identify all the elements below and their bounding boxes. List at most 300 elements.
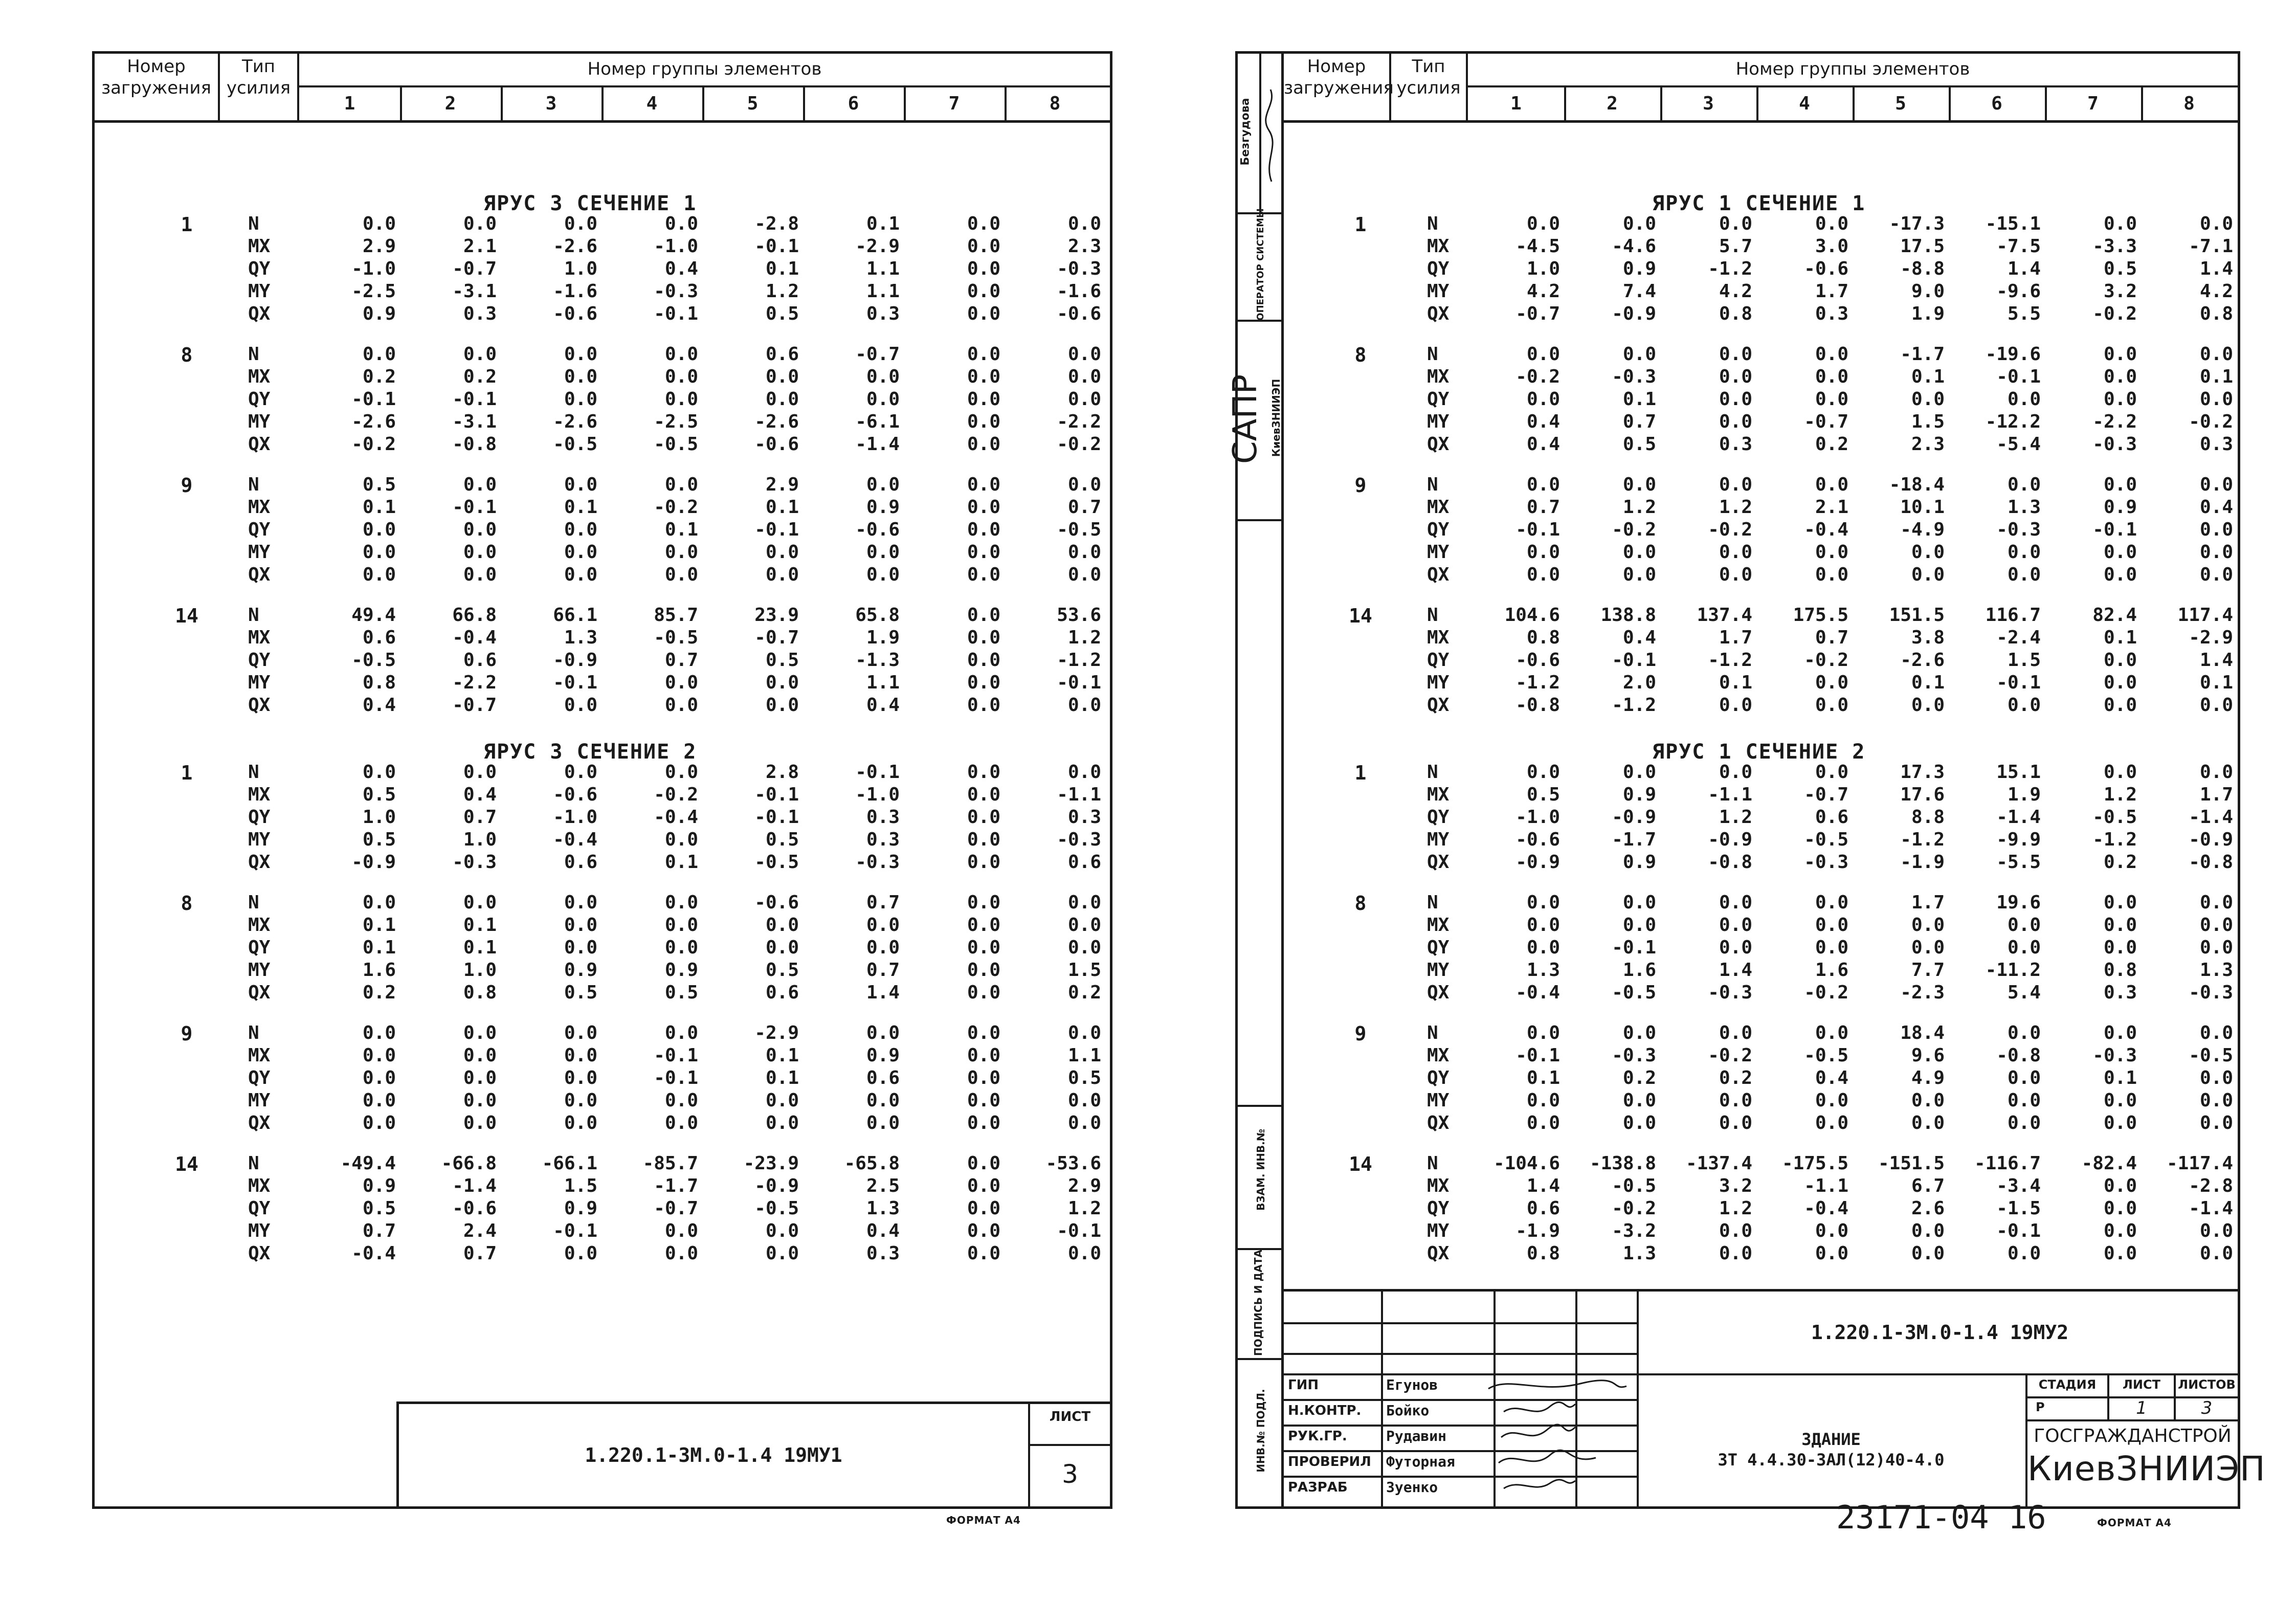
force-value: 0.5 [765,960,799,981]
force-value: 8.8 [1911,807,1945,828]
force-value: 0.0 [564,564,597,585]
force-value: 1.4 [2199,650,2233,671]
force-value: 0.0 [362,1067,396,1088]
force-value: 1.9 [2007,784,2041,805]
force-value: 2.5 [866,1175,900,1196]
force-value: 0.8 [463,982,497,1003]
force-value: 0.0 [1719,762,1752,783]
force-value: 0.0 [1719,937,1752,958]
force-value: 0.0 [1067,1243,1101,1264]
force-row [95,1067,1110,1090]
force-value: 0.5 [1622,434,1656,455]
force-value: 138.8 [1600,605,1656,626]
group-number-header: 1 [1468,87,1566,120]
force-value: 0.0 [967,303,1000,324]
force-value: 0.0 [1815,937,1848,958]
force-type: QX [248,1112,271,1133]
force-value: 0.0 [664,915,698,936]
force-value: 0.0 [1911,1243,1945,1264]
force-value: 0.0 [2103,1175,2137,1196]
sheet-label: ЛИСТ [2122,1377,2160,1392]
force-value: 0.7 [866,960,900,981]
force-value: 0.0 [463,213,497,234]
force-row [1284,1045,2238,1067]
load-number: 14 [1349,605,1372,627]
force-type: MY [1427,1220,1450,1241]
force-value: -1.0 [1515,807,1560,828]
force-row [1284,389,2238,411]
force-value: 0.9 [362,1175,396,1196]
force-value: 0.0 [2199,1112,2233,1133]
force-value: 1.5 [1911,411,1945,432]
force-value: -7.1 [2189,236,2233,257]
force-value: 0.2 [1815,434,1848,455]
force-value: 0.0 [1911,389,1945,410]
force-value: -0.3 [1612,1045,1656,1066]
force-value: 0.1 [2199,366,2233,387]
force-value: -0.4 [654,807,698,828]
force-value: 0.0 [967,892,1000,913]
force-value: 0.0 [2103,1198,2137,1219]
force-row [1284,1090,2238,1112]
force-value: -0.6 [1804,258,1848,279]
force-value: 1.0 [1526,258,1560,279]
force-value: -0.1 [553,1220,597,1241]
force-value: 49.4 [351,605,396,626]
force-value: -0.7 [1804,784,1848,805]
force-value: 0.3 [2199,434,2233,455]
force-row [95,784,1110,807]
force-value: 0.8 [362,672,396,693]
force-value: -0.2 [1804,982,1848,1003]
force-value: -0.4 [1804,519,1848,540]
force-value: -0.6 [452,1198,497,1219]
force-value: -2.9 [2189,627,2233,648]
force-value: 0.0 [564,1022,597,1043]
force-value: -1.2 [1057,650,1101,671]
force-value: 0.0 [1815,1022,1848,1043]
force-type: N [248,1022,259,1043]
force-value: 0.1 [362,937,396,958]
force-value: 0.0 [664,1220,698,1241]
force-value: 1.5 [2007,650,2041,671]
force-value: -1.0 [351,258,396,279]
force-value: 0.0 [1911,695,1945,716]
force-type: MX [248,784,271,805]
force-row [95,1175,1110,1198]
force-value: 0.2 [463,366,497,387]
force-value: 0.0 [765,564,799,585]
force-row [1284,915,2238,937]
force-value: 0.0 [2007,474,2041,495]
force-value: 0.0 [1815,366,1848,387]
force-value: 117.4 [2177,605,2233,626]
force-row [1284,434,2238,456]
force-value: 0.0 [2199,1022,2233,1043]
force-value: 0.0 [1815,1220,1848,1241]
force-value: -0.5 [754,1198,799,1219]
force-type: QY [1427,1067,1450,1088]
force-value: 17.3 [1900,762,1945,783]
section-title: ЯРУС 3 СЕЧЕНИЕ 2 [483,740,697,764]
force-value: -1.5 [1996,1198,2041,1219]
force-row [1284,213,2238,236]
force-value: 0.0 [967,281,1000,302]
force-value: 0.0 [1526,1112,1560,1133]
col-type-header: Тип усилия [1391,54,1468,120]
force-value: -0.3 [654,281,698,302]
load-number: 8 [181,344,193,366]
force-value: 0.0 [2199,937,2233,958]
group-number-header: 8 [2183,93,2195,114]
force-value: -2.6 [1900,650,1945,671]
force-value: -0.5 [654,627,698,648]
force-row [95,695,1110,717]
force-value: -17.3 [1889,213,1945,234]
force-value: -175.5 [1781,1153,1848,1174]
force-value: -0.7 [654,1198,698,1219]
force-value: -0.9 [1515,852,1560,873]
force-row [95,960,1110,982]
force-row [95,411,1110,434]
force-value: 0.0 [2007,389,2041,410]
force-value: 0.0 [362,1022,396,1043]
force-value: -0.7 [452,258,497,279]
force-value: -2.9 [855,236,900,257]
group-number-header: 3 [501,87,604,120]
force-value: 0.0 [967,1067,1000,1088]
force-row [95,892,1110,915]
force-value: 9.0 [1911,281,1945,302]
force-row [95,627,1110,650]
force-value: 0.0 [2007,915,2041,936]
force-value: 9.6 [1911,1045,1945,1066]
force-row [95,605,1110,627]
force-value: 0.3 [866,303,900,324]
force-value: 18.4 [1900,1022,1945,1043]
force-type: N [1427,762,1438,783]
force-value: -1.6 [1057,281,1101,302]
force-value: 0.0 [1067,213,1101,234]
force-value: 0.0 [967,784,1000,805]
force-value: 0.7 [664,650,698,671]
force-value: 1.2 [1719,497,1752,518]
force-value: 2.9 [362,236,396,257]
force-value: -5.5 [1996,852,2041,873]
force-type: QY [1427,937,1450,958]
left-format-label: ФОРМАТ А4 [946,1514,1021,1526]
force-value: 0.0 [2103,542,2137,563]
force-value: -1.2 [2092,829,2137,850]
force-value: -82.4 [2081,1153,2137,1174]
force-value: 0.3 [866,807,900,828]
load-number: 14 [175,1153,198,1175]
force-value: 0.9 [1622,258,1656,279]
force-value: 1.4 [1719,960,1752,981]
force-value: -1.0 [553,807,597,828]
force-value: 0.0 [967,213,1000,234]
force-value: 0.3 [1067,807,1101,828]
force-value: -53.6 [1045,1153,1101,1174]
force-value: -0.3 [1804,852,1848,873]
force-value: 0.0 [2199,344,2233,365]
force-value: -1.2 [1515,672,1560,693]
force-value: -0.7 [452,695,497,716]
force-value: -1.3 [855,650,900,671]
force-value: 0.0 [967,1045,1000,1066]
force-row [95,281,1110,303]
force-type: QX [248,982,271,1003]
force-row [1284,784,2238,807]
force-value: 0.0 [1622,1022,1656,1043]
force-value: 1.0 [564,258,597,279]
force-type: QY [248,1198,271,1219]
force-value: -3.1 [452,281,497,302]
force-value: 0.0 [967,695,1000,716]
force-value: 0.6 [463,650,497,671]
force-value: 4.2 [2199,281,2233,302]
force-value: 2.3 [1911,434,1945,455]
force-value: 0.0 [967,411,1000,432]
force-value: 1.3 [2199,960,2233,981]
force-value: -0.1 [855,762,900,783]
force-value: 0.0 [1911,1090,1945,1111]
force-value: 2.6 [1911,1198,1945,1219]
force-value: -1.9 [1515,1220,1560,1241]
force-value: 3.2 [2103,281,2137,302]
force-type: MX [1427,915,1450,936]
force-type: MY [1427,960,1450,981]
force-value: 0.0 [2007,1090,2041,1111]
force-value: -0.2 [1612,1198,1656,1219]
sheet-label: ЛИСТ [1049,1409,1091,1425]
force-value: 0.0 [1526,344,1560,365]
force-value: -1.1 [1708,784,1752,805]
force-value: 0.0 [1719,892,1752,913]
force-row [1284,937,2238,960]
force-value: 66.1 [553,605,597,626]
group-number-header: 2 [400,87,503,120]
force-value: 0.0 [1719,915,1752,936]
force-row [95,236,1110,258]
force-value: 3.2 [1719,1175,1752,1196]
force-row [1284,829,2238,852]
force-value: -0.1 [1612,937,1656,958]
force-value: 0.0 [1719,1220,1752,1241]
force-type: QY [248,807,271,828]
force-value: 0.0 [664,1112,698,1133]
force-type: QX [1427,564,1450,585]
force-value: -85.7 [642,1153,698,1174]
force-value: 1.4 [1526,1175,1560,1196]
force-value: 0.0 [765,389,799,410]
force-value: -65.8 [844,1153,900,1174]
force-row [1284,1067,2238,1090]
force-value: 1.2 [2103,784,2137,805]
building-label: ЗДАНИЕ [1801,1430,1861,1449]
force-value: 0.0 [362,542,396,563]
force-value: -0.8 [1515,695,1560,716]
force-type: N [248,474,259,495]
force-value: -0.1 [654,1045,698,1066]
force-value: -4.9 [1900,519,1945,540]
force-value: 0.4 [2199,497,2233,518]
force-row [95,762,1110,784]
force-value: 0.7 [1622,411,1656,432]
force-type: QY [248,519,271,540]
force-value: 0.0 [765,1090,799,1111]
force-value: -1.7 [1900,344,1945,365]
force-row [1284,281,2238,303]
section-title: ЯРУС 1 СЕЧЕНИЕ 1 [1652,192,1866,215]
load-number: 9 [181,474,193,497]
load-number: 14 [1349,1153,1372,1175]
load-number: 1 [1354,213,1367,236]
force-value: 0.0 [564,366,597,387]
force-value: 0.0 [765,695,799,716]
force-value: 0.0 [967,650,1000,671]
force-value: 0.5 [1067,1067,1101,1088]
force-row [1284,672,2238,695]
force-type: MX [248,497,271,518]
force-value: 0.6 [765,982,799,1003]
force-value: 0.0 [967,258,1000,279]
force-value: 0.0 [967,627,1000,648]
force-value: -0.2 [1708,1045,1752,1066]
force-value: 0.0 [1067,542,1101,563]
force-value: 0.0 [564,695,597,716]
right-sheet-content [1284,54,2266,1506]
force-value: 0.0 [564,213,597,234]
force-value: 0.0 [2103,1112,2137,1133]
force-value: 7.4 [1622,281,1656,302]
force-value: 1.2 [1067,627,1101,648]
force-value: 0.0 [664,892,698,913]
sheet-number: 3 [1062,1459,1078,1489]
force-value: 0.7 [866,892,900,913]
force-value: 0.5 [1526,784,1560,805]
force-value: 0.0 [1526,1022,1560,1043]
force-value: 0.0 [2103,695,2137,716]
force-value: 0.0 [1815,344,1848,365]
force-value: 1.6 [1815,960,1848,981]
group-number-header: 7 [2045,87,2143,120]
force-value: 0.0 [1719,1112,1752,1133]
force-value: 0.0 [1526,892,1560,913]
force-value: 0.0 [967,564,1000,585]
force-value: 0.0 [1911,542,1945,563]
force-value: 0.9 [2103,497,2137,518]
signatures [1478,1373,1632,1506]
force-value: 0.3 [1815,303,1848,324]
load-number: 8 [1354,892,1367,915]
force-value: -66.8 [441,1153,497,1174]
force-value: 0.0 [967,542,1000,563]
group-number-header: 8 [1049,93,1061,114]
force-value: 0.0 [765,366,799,387]
force-value: 0.0 [664,213,698,234]
force-value: -0.5 [1804,829,1848,850]
load-number: 1 [1354,762,1367,784]
section-title: ЯРУС 1 СЕЧЕНИЕ 2 [1652,740,1866,764]
force-value: 0.0 [463,542,497,563]
force-type: QY [1427,650,1450,671]
force-value: 1.3 [2007,497,2041,518]
force-row [95,829,1110,852]
force-value: 0.0 [463,892,497,913]
force-value: 0.0 [1067,1112,1101,1133]
force-value: 65.8 [855,605,900,626]
force-value: 0.0 [765,937,799,958]
force-value: -9.6 [1996,281,2041,302]
force-value: 0.0 [967,519,1000,540]
force-value: -1.4 [855,434,900,455]
force-value: 0.1 [564,497,597,518]
force-value: -2.2 [2092,411,2137,432]
force-value: 0.6 [1067,852,1101,873]
force-value: -49.4 [340,1153,396,1174]
force-value: 0.0 [2007,564,2041,585]
force-value: -0.3 [452,852,497,873]
force-value: 85.7 [654,605,698,626]
force-type: MY [1427,829,1450,850]
force-value: -2.8 [754,213,799,234]
force-value: -1.2 [1900,829,1945,850]
force-value: 0.0 [2199,389,2233,410]
force-value: -0.1 [1996,672,2041,693]
force-value: 0.8 [1526,627,1560,648]
force-value: 17.6 [1900,784,1945,805]
force-value: 0.0 [967,982,1000,1003]
force-value: 0.0 [2103,564,2137,585]
force-value: -0.9 [1612,303,1656,324]
force-type: MX [248,1175,271,1196]
force-row [1284,960,2238,982]
force-value: 0.1 [765,1045,799,1066]
force-type: MX [1427,1175,1450,1196]
force-value: 0.1 [463,937,497,958]
force-row [1284,892,2238,915]
force-value: -0.3 [1612,366,1656,387]
sapr-label: САПР [1227,374,1264,464]
force-value: -2.3 [1900,982,1945,1003]
force-value: -1.0 [855,784,900,805]
group-number-header: 7 [904,87,1007,120]
force-value: -0.9 [1612,807,1656,828]
force-value: 1.5 [1067,960,1101,981]
force-value: -18.4 [1889,474,1945,495]
force-value: 5.5 [2007,303,2041,324]
force-value: -0.2 [654,497,698,518]
force-value: 0.0 [2007,1022,2041,1043]
force-value: 1.2 [1067,1198,1101,1219]
force-value: 0.0 [1815,1090,1848,1111]
force-type: QY [1427,258,1450,279]
force-value: 1.3 [1622,1243,1656,1264]
force-row [95,434,1110,456]
force-value: 0.0 [2103,1220,2137,1241]
force-value: 0.4 [1526,434,1560,455]
force-type: MX [1427,627,1450,648]
force-value: 0.0 [2007,1067,2041,1088]
force-value: 0.0 [2103,344,2137,365]
force-value: 0.0 [1067,937,1101,958]
force-value: 0.0 [1911,564,1945,585]
force-type: MX [248,366,271,387]
force-value: 0.0 [967,497,1000,518]
force-row [95,389,1110,411]
force-row [1284,497,2238,519]
